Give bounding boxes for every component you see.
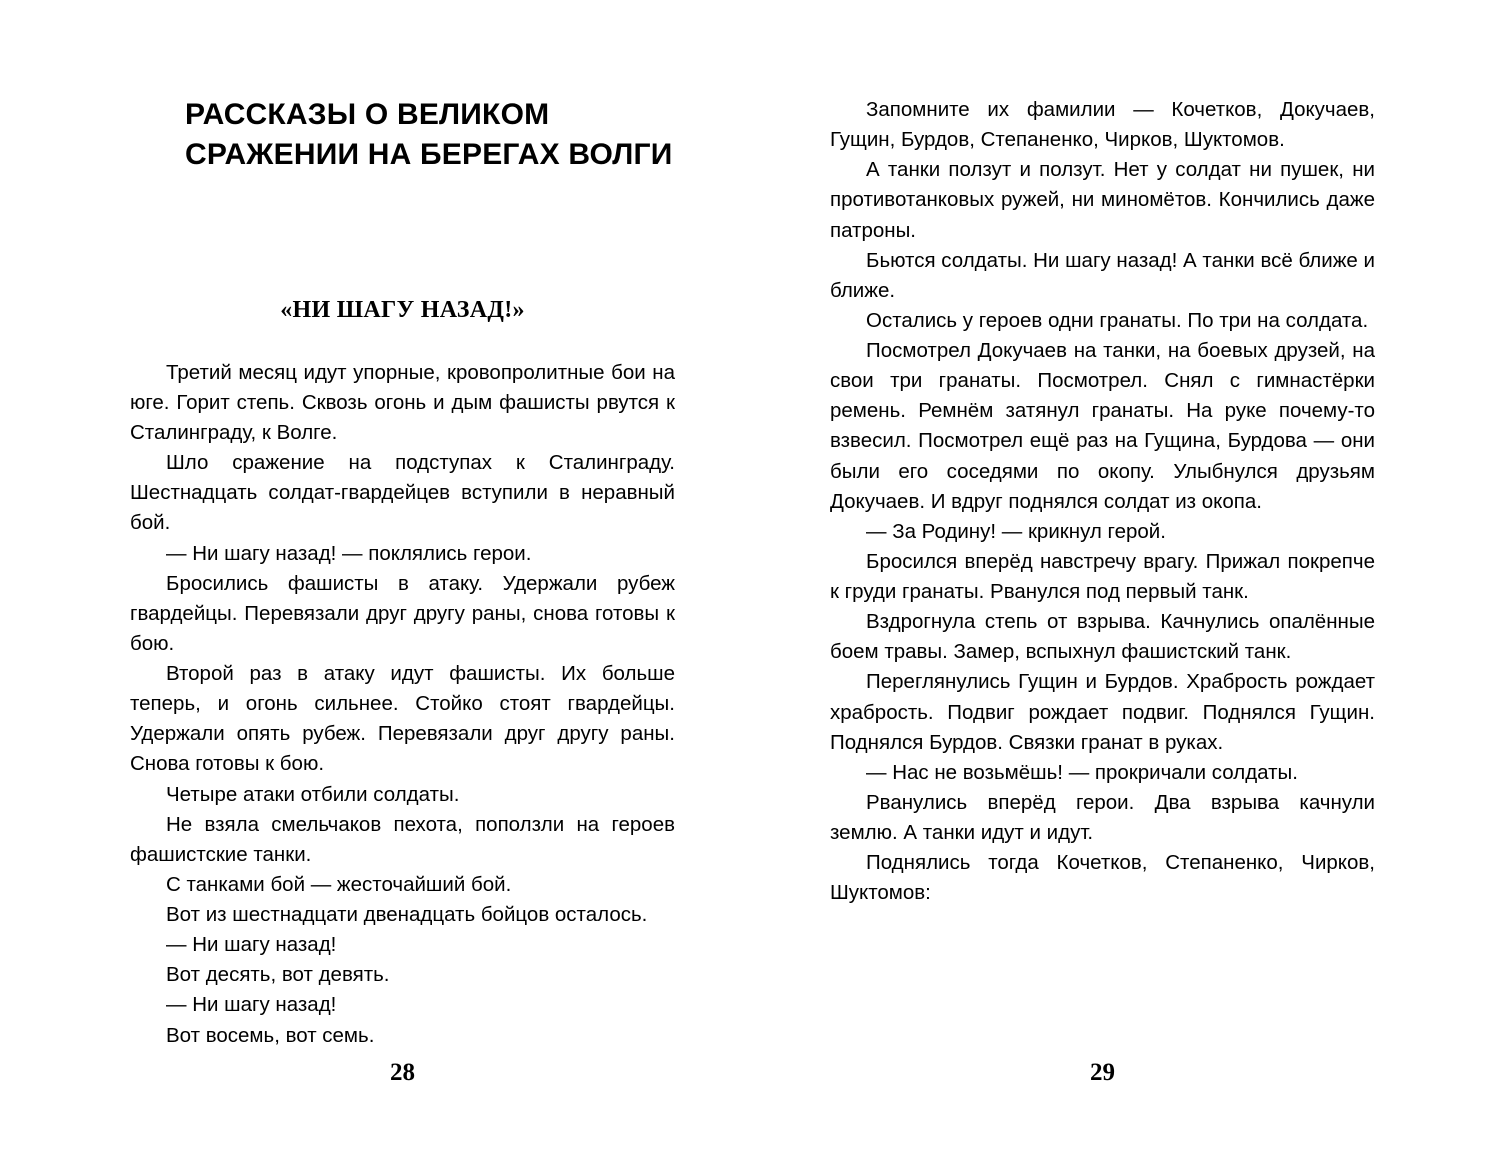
paragraph: Бьются солдаты. Ни шагу назад! А танки всё ближе и ближе. <box>830 248 1375 302</box>
paragraph: Запомните их фамилии — Кочетков, Докучаев, Гущин, Бурдов, Степаненко, Чирков, Шуктомов. <box>830 98 1375 152</box>
book-title <box>185 95 675 175</box>
paragraph: Переглянулись Гущин и Бурдов. Храбрость рождает храбрость. Подвиг рождает подвиг. Поднялся Гущин. Поднялся Бурдов. Связки гранат в руках. <box>830 670 1375 754</box>
paragraph: Вздрогнула степь от взрыва. Качнулись опалённые боем травы. Замер, вспыхнул фашистский танк. <box>830 610 1375 664</box>
right-page-column <box>830 95 1375 908</box>
book-title-line-2: СРАЖЕНИИ НА БЕРЕГАХ ВОЛГИ <box>185 137 673 171</box>
paragraph: Посмотрел Докучаев на танки, на боевых друзей, на свои три гранаты. Посмотрел. Снял с гимнастёрки ремень. Ремнём затянул гранаты. На руке почему-то взвесил. Посмотрел ещё раз на Гущина, Бурдова — они были его соседями по окопу. Улыбнулся друзьям Докучаев. И вдруг поднялся солдат из окопа. <box>830 339 1375 513</box>
paragraph: — Нас не возьмёшь! — прокричали солдаты. <box>866 760 1298 784</box>
paragraph: Четыре атаки отбили солдаты. <box>166 782 460 806</box>
paragraph: — Ни шагу назад! <box>166 933 337 957</box>
paragraph: Вот десять, вот девять. <box>166 963 390 987</box>
paragraph: Рванулись вперёд герои. Два взрыва качнули землю. А танки идут и идут. <box>830 790 1375 844</box>
paragraph: А танки ползут и ползут. Нет у солдат ни пушек, ни противотанковых ружей, ни миномётов. Кончились даже патроны. <box>830 158 1375 242</box>
paragraph: — За Родину! — крикнул герой. <box>866 519 1166 543</box>
page-number-right: 29 <box>1090 1059 1115 1086</box>
paragraph: Поднялись тогда Кочетков, Степаненко, Чирков, Шуктомов: <box>830 851 1375 905</box>
paragraph: Остались у героев одни гранаты. По три на солдата. <box>866 308 1369 332</box>
paragraph: — Ни шагу назад! — поклялись герои. <box>166 541 532 565</box>
paragraph: Бросился вперёд навстречу врагу. Прижал покрепче к груди гранаты. Рванулся под первый танк. <box>830 549 1375 603</box>
paragraph: Вот из шестнадцати двенадцать бойцов осталось. <box>166 903 648 927</box>
page-number-left: 28 <box>390 1059 415 1086</box>
paragraph: Вот восемь, вот семь. <box>166 1023 375 1047</box>
paragraph: Шло сражение на подступах к Сталинграду. Шестнадцать солдат-гвардейцев вступили в неравный бой. <box>130 451 675 535</box>
paragraph: Бросились фашисты в атаку. Удержали рубеж гвардейцы. Перевязали друг другу раны, снова готовы к бою. <box>130 571 675 655</box>
left-page-column <box>130 95 675 1051</box>
paragraph: Второй раз в атаку идут фашисты. Их больше теперь, и огонь сильнее. Стойко стоят гвардейцы. Удержали опять рубеж. Перевязали друг другу раны. Снова готовы к бою. <box>130 662 675 776</box>
story-title: «НИ ШАГУ НАЗАД!» <box>280 296 525 323</box>
paragraph: Третий месяц идут упорные, кровопролитные бои на юге. Горит степь. Сквозь огонь и дым фашисты рвутся к Сталинграду, к Волге. <box>130 360 675 445</box>
paragraph: Не взяла смельчаков пехота, поползли на героев фашистские танки. <box>130 812 675 866</box>
paragraph: С танками бой — жесточайший бой. <box>166 872 512 896</box>
book-title-line-1: РАССКАЗЫ О ВЕЛИКОМ <box>185 98 550 131</box>
paragraph: — Ни шагу назад! <box>166 993 337 1017</box>
